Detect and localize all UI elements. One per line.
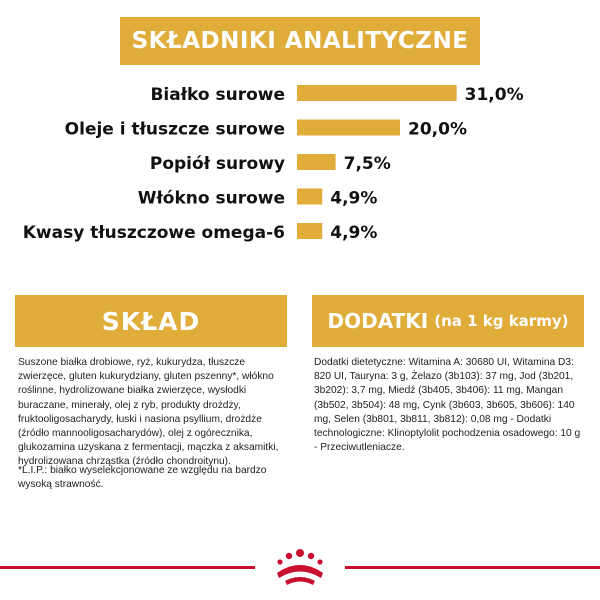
page-title: SKŁADNIKI ANALITYCZNE <box>131 28 469 54</box>
dodatki-text: Dodatki dietetyczne: Witamina A: 30680 UI, Witamina D3: 820 UI, Tauryna: 3 g, Żelazo (3b103): 37 mg, Jod (3b201, 3b202): 3,7 mg, Miedź (3b405, 3b406): 11 mg, Mangan (3b502, 3b504): 48 mg, Cynk (3b603, 3b605, 3b606): 140 mg, Selen (3b801, 3b811, 3b812): 0,08 mg - Dodatki technologiczne: Klinoptylolit pochodzenia osadowego: 10 g - Przeciwutleniacze. <box>314 357 581 454</box>
category-label: Oleje i tłuszcze surowe <box>64 119 285 140</box>
sklad-footnote: *L.I.P.: białko wyselekcjonowane ze względu na bardzo wysoką strawność. <box>18 465 267 491</box>
sklad-ingredients-text: Suszone białka drobiowe, ryż, kukurydza, tłuszcze zwierzęce, gluten kukurydziany, gluten pszenny*, włókno roślinne, hydrolizowane białka zwierzęce, wysłodki buraczane, minerały, olej z ryb, produkty drożdży, fruktooligosacharydy, łuski i nasiona psyllium, drożdże (źródło mannooligosacharydów), olej z ogórecznika, glukozamina uzyskana z fermentacji, mączka z aksamitki, hydrolizowana chrząstka (źródło chondroitynu). <box>18 357 279 468</box>
category-label: Kwasy tłuszczowe omega-6 <box>22 223 285 243</box>
royal-canin-crown-logo <box>255 543 345 591</box>
analytical-title-banner <box>120 17 480 65</box>
dodatki-subtitle: (na 1 kg karmy) <box>434 312 569 330</box>
value-label: 31,0% <box>464 85 524 105</box>
value-label: 20,0% <box>408 119 467 140</box>
dodatki-banner <box>312 295 584 347</box>
analytical-bar-chart <box>0 75 600 260</box>
value-label: 4,9% <box>330 188 378 209</box>
value-label: 4,9% <box>330 223 378 243</box>
dodatki-title: DODATKI <box>327 309 429 333</box>
value-label: 7,5% <box>343 154 391 174</box>
sklad-banner <box>15 295 287 347</box>
bar <box>297 189 322 205</box>
bar <box>297 85 457 101</box>
bar <box>297 120 400 136</box>
bar <box>297 154 336 170</box>
category-label: Popiół surowy <box>149 154 285 174</box>
sklad-title: SKŁAD <box>101 306 201 336</box>
category-label: Włókno surowe <box>137 188 285 209</box>
bar <box>297 223 322 239</box>
category-label: Białko surowe <box>150 85 285 105</box>
